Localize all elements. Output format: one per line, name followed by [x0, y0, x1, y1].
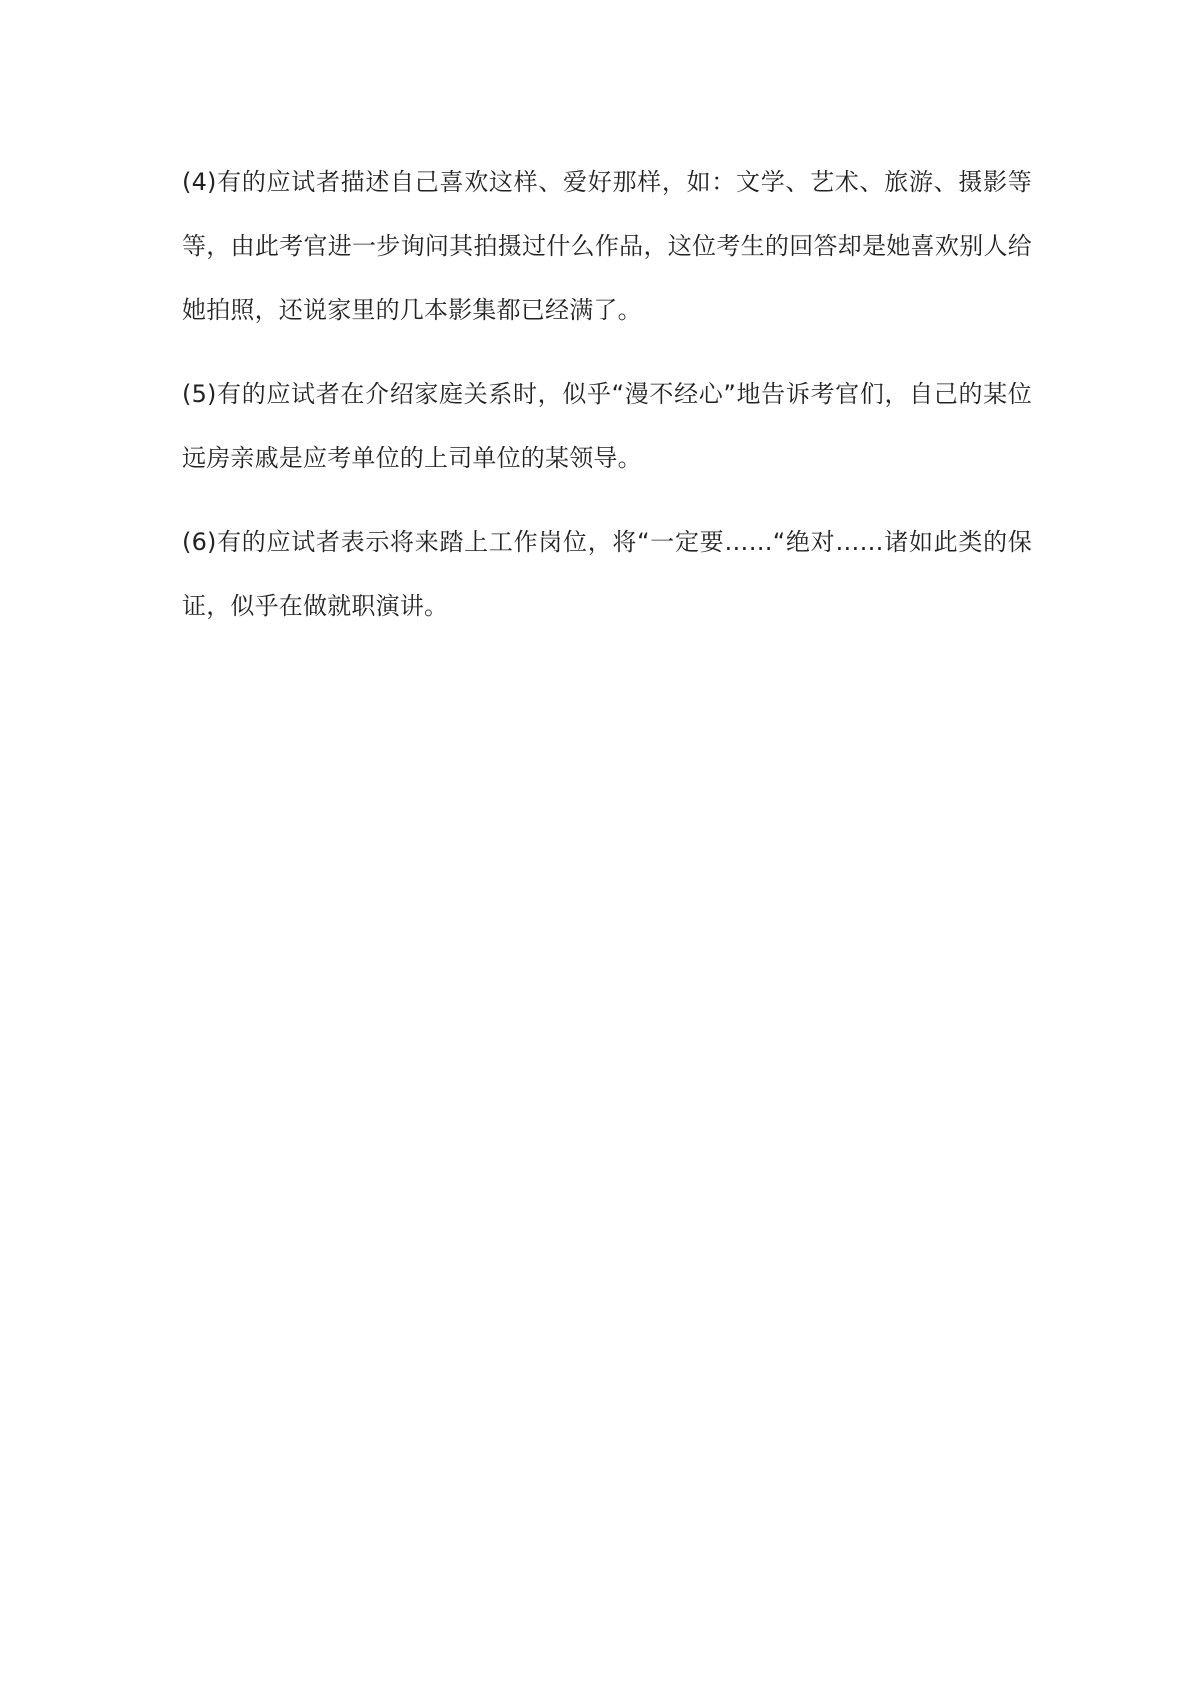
paragraph-6: (6)有的应试者表示将来踏上工作岗位，将“一定要……“绝对……诸如此类的保证，似乎在做就职演讲。: [182, 528, 1032, 620]
paragraph-4: (4)有的应试者描述自己喜欢这样、爱好那样，如：文学、艺术、旅游、摄影等等，由此考官进一步询问其拍摄过什么作品，这位考生的回答却是她喜欢别人给她拍照，还说家里的几本影集都已经满了。: [182, 168, 1032, 324]
paragraph-5: (5)有的应试者在介绍家庭关系时，似乎“漫不经心”地告诉考官们，自己的某位远房亲戚是应考单位的上司单位的某领导。: [182, 380, 1032, 472]
document-body: [182, 150, 1032, 658]
